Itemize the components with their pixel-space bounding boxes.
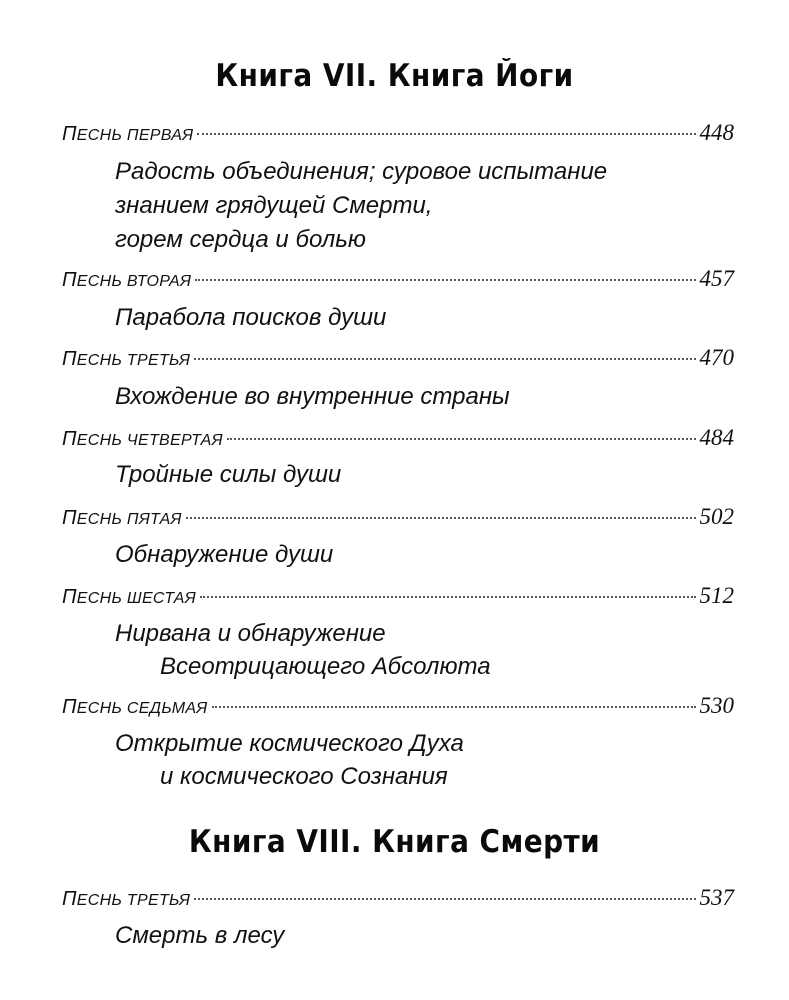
dot-leader xyxy=(212,705,696,708)
page-number: 484 xyxy=(699,425,734,450)
song-label: ПЕСНЬ ПЯТАЯ xyxy=(62,507,182,529)
page-number: 470 xyxy=(699,345,734,370)
entry-description: Вхождение во внутренние страны xyxy=(115,383,510,410)
page-number: 457 xyxy=(699,266,734,291)
entry-description: Нирвана и обнаружение xyxy=(115,620,386,647)
book-title: Книга VIII. Книга Смерти xyxy=(188,824,601,860)
dot-leader xyxy=(197,132,695,135)
dot-leader xyxy=(195,278,695,281)
song-label: ПЕСНЬ ШЕСТАЯ xyxy=(62,586,196,608)
toc-entry xyxy=(62,885,734,915)
page-number: 512 xyxy=(699,583,734,608)
toc-entry xyxy=(62,120,734,150)
dot-leader xyxy=(194,357,695,360)
entry-description: знанием грядущей Смерти, xyxy=(115,192,433,219)
toc-entry xyxy=(62,504,734,534)
song-label: ПЕСНЬ ВТОРАЯ xyxy=(62,269,192,291)
song-label: ПЕСНЬ ТРЕТЬЯ xyxy=(62,348,191,370)
dot-leader xyxy=(186,516,696,519)
toc-entry xyxy=(62,266,734,296)
song-label: ПЕСНЬ СЕДЬМАЯ xyxy=(62,696,208,718)
dot-leader xyxy=(194,897,695,900)
song-label: ПЕСНЬ ПЕРВАЯ xyxy=(62,123,194,145)
entry-description: Смерть в лесу xyxy=(115,922,285,949)
entry-description: Всеотрицающего Абсолюта xyxy=(160,653,491,680)
book-title: Книга VII. Книга Йоги xyxy=(215,58,574,94)
page-number: 448 xyxy=(699,120,734,145)
entry-description: Парабола поисков души xyxy=(115,304,387,331)
entry-description: Обнаружение души xyxy=(115,541,334,568)
dot-leader xyxy=(227,437,696,440)
toc-entry xyxy=(62,425,734,455)
song-label: ПЕСНЬ ЧЕТВЕРТАЯ xyxy=(62,428,223,450)
entry-description: Открытие космического Духа xyxy=(115,730,464,757)
song-label: ПЕСНЬ ТРЕТЬЯ xyxy=(62,888,191,910)
entry-description: Радость объединения; суровое испытание xyxy=(115,158,608,185)
page-number: 537 xyxy=(699,885,734,910)
page-number: 530 xyxy=(699,693,734,718)
entry-description: и космического Сознания xyxy=(160,763,448,790)
toc-entry xyxy=(62,345,734,375)
toc-entry xyxy=(62,583,734,613)
entry-description: Тройные силы души xyxy=(115,461,342,488)
page-number: 502 xyxy=(699,504,734,529)
toc-entry xyxy=(62,693,734,723)
dot-leader xyxy=(200,595,696,598)
entry-description: горем сердца и болью xyxy=(115,226,366,253)
